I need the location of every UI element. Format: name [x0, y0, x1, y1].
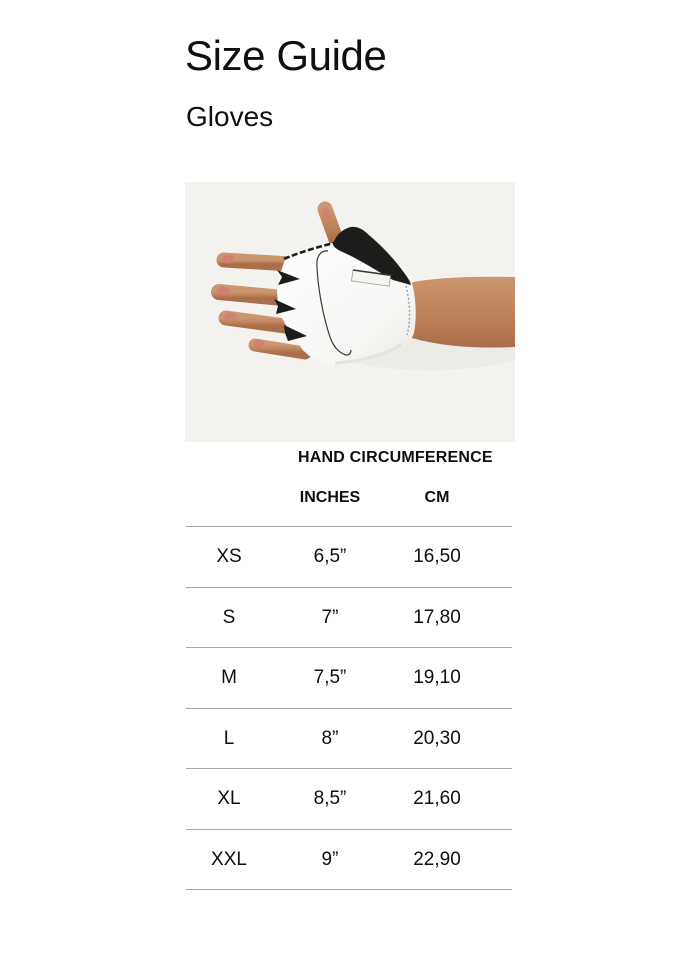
inches-cell: 7,5”	[313, 667, 347, 689]
page-title: Size Guide	[185, 32, 387, 79]
size-table	[186, 449, 512, 895]
table-row	[186, 829, 512, 890]
size-cell: XXL	[211, 848, 247, 870]
size-cell: XL	[217, 788, 241, 810]
size-cell: L	[223, 727, 235, 749]
inches-cell: 7”	[321, 606, 339, 628]
table-row	[186, 526, 512, 587]
table-row	[186, 768, 512, 829]
size-cell: M	[221, 667, 237, 689]
column-header-cm: CM	[424, 489, 450, 506]
cm-cell: 19,10	[413, 667, 461, 689]
cm-cell: 21,60	[413, 788, 461, 810]
size-cell: S	[222, 606, 236, 628]
cm-cell: 20,30	[413, 727, 461, 749]
glove-photo-illustration	[185, 182, 515, 442]
table-rows	[186, 526, 512, 890]
glove-photo	[185, 182, 515, 442]
category-subtitle: Gloves	[186, 101, 274, 132]
table-row	[186, 647, 512, 708]
inches-cell: 8”	[321, 727, 339, 749]
table-column-headers	[186, 490, 512, 506]
size-cell: XS	[216, 546, 242, 568]
inches-cell: 9”	[321, 848, 339, 870]
inches-cell: 6,5”	[313, 546, 347, 568]
column-header-inches: INCHES	[299, 489, 361, 506]
table-row	[186, 587, 512, 648]
table-row	[186, 708, 512, 769]
table-group-header: HAND CIRCUMFERENCE	[298, 449, 493, 466]
cm-cell: 17,80	[413, 606, 461, 628]
forearm	[407, 277, 515, 348]
cm-cell: 22,90	[413, 848, 461, 870]
cm-cell: 16,50	[413, 546, 461, 568]
inches-cell: 8,5”	[313, 788, 347, 810]
